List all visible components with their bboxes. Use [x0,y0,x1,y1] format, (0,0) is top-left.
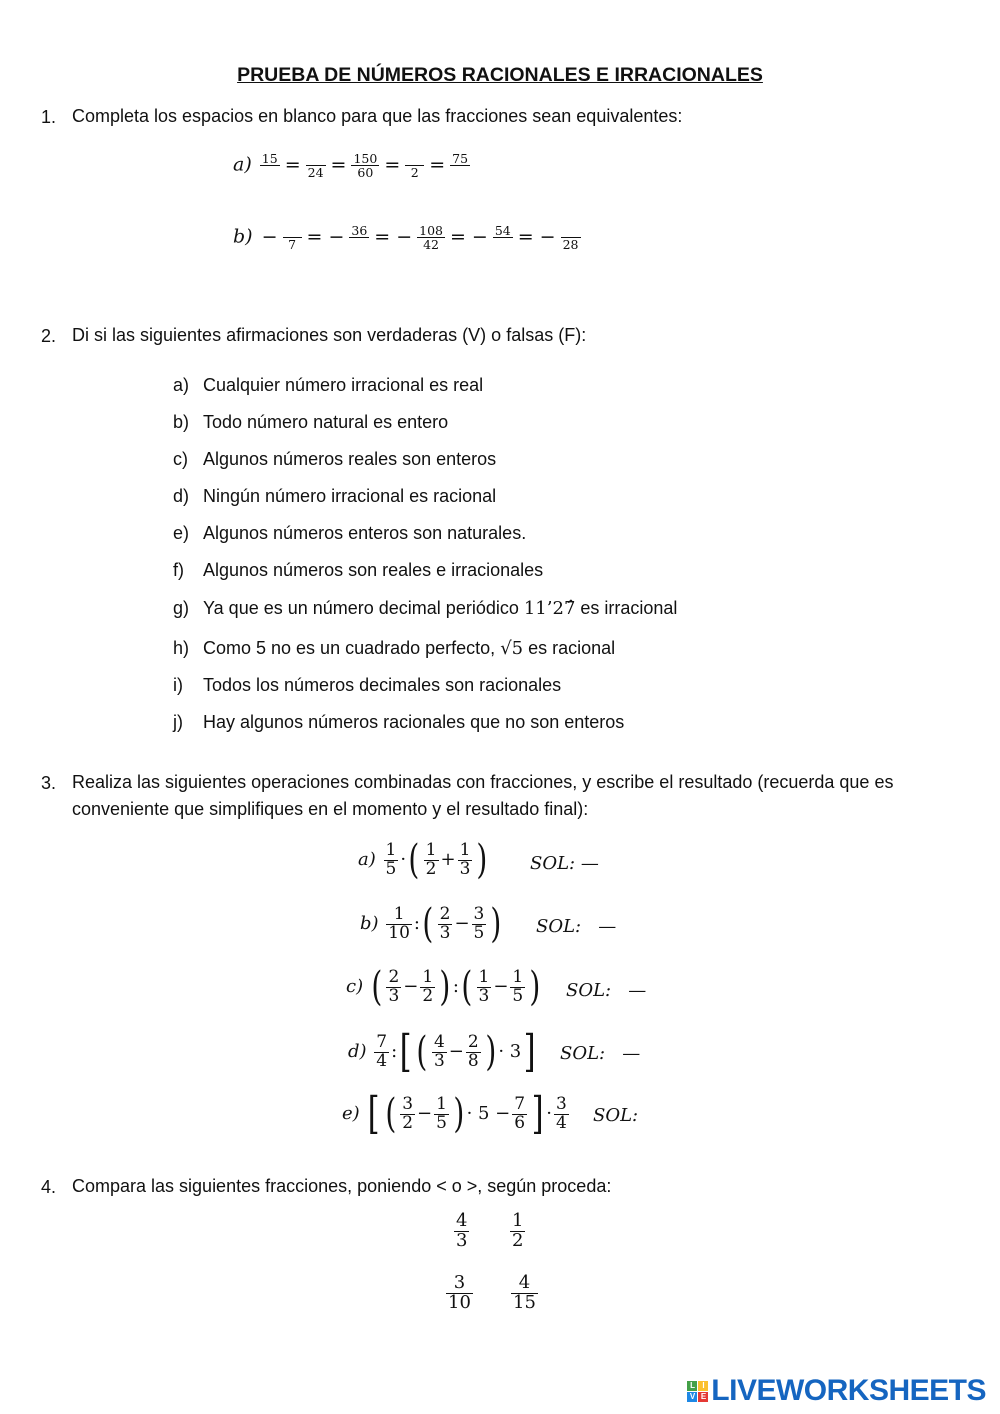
numerator: 36 [351,223,368,239]
statement-text: Algunos números son reales e irracionales [203,560,544,580]
denominator: 60 [357,165,374,181]
numerator: 54 [494,223,511,239]
statement-label: g) [173,598,190,618]
statement-text: Algunos números enteros son naturales. [203,523,527,543]
statement-text: Todo número natural es entero [203,412,449,432]
solution-label: SOL: — [566,980,647,1001]
liveworksheets-logo [687,1374,986,1408]
page-title: PRUEBA DE NÚMEROS RACIONALES E IRRACIONALES [237,64,763,86]
item-label: d) [348,1041,367,1062]
item-label: b) [233,225,253,248]
blank-numerator[interactable] [283,224,302,237]
blank-numerator[interactable] [405,152,424,165]
blank-denominator[interactable] [451,166,470,179]
statement-text: Como 5 no es un cuadrado perfecto, √5 es racional [203,638,616,659]
liveworksheets-logo-icon: L I V E [687,1381,708,1402]
solution-label: SOL: — [530,853,599,874]
operation-d: d) $\frac{7}{4}$ :[ ( $\frac{4}{3}$ − $\frac{2}{8}$ ) · 3] [348,1026,536,1077]
operation-a: a) $\frac{1}{5}$ ·( $\frac{1}{2}$ + $\frac{1}{3}$ ) [358,837,488,883]
statement-text: Algunos números reales son enteros [203,449,497,469]
blank-numerator[interactable] [561,224,580,237]
numerator: 150 [353,151,378,166]
question-3-number: 3. [41,773,57,793]
statement-text: Ya que es un número decimal periódico 11’27̂ es irracional [203,598,678,619]
statement-label: a) [173,375,190,395]
equivalence-b: b) − 7 = − 36 = − $\frac{108}{42}$ = − 54 = − 28 [233,223,579,253]
statement-label: b) [173,412,190,432]
blank-denominator[interactable] [493,238,512,251]
statement-label: f) [173,560,184,580]
blank-denominator[interactable] [260,166,279,179]
numerator: 75 [452,151,469,167]
blank-numerator[interactable] [306,152,325,165]
operation-b: b) $\frac{1}{10}$ :( $\frac{2}{3}$ − $\frac{3}{5}$ ) [360,901,502,947]
question-3-line-2: conveniente que simplifiques en el momento y el resultado final): [72,799,589,819]
question-4-text: Compara las siguientes fracciones, poniendo < o >, según proceda: [72,1176,612,1196]
compare-fraction: $\frac{4}{3}$ [456,1210,468,1251]
periodic-decimal: 11’27̂ [523,598,576,619]
numerator: 15 [261,151,278,167]
question-3-line-1: Realiza las siguientes operaciones combinadas con fracciones, y escribe el resultado (recuerda que es [72,772,894,792]
statement-label: c) [173,449,188,469]
statement-text: Cualquier número irracional es real [203,375,484,395]
statement-text: Todos los números decimales son racionales [203,675,562,695]
item-label: a) [358,849,376,870]
compare-fraction: $\frac{1}{2}$ [512,1210,524,1251]
statement-label: j) [173,712,183,732]
question-1-text: Completa los espacios en blanco para que las fracciones sean equivalentes: [72,106,683,126]
statement-label: h) [173,638,190,658]
operation-e: e) [ ( $\frac{3}{2}$ − $\frac{1}{5}$ ) · 5 − $\frac{7}{6}$ ] · $\frac{3}{4}$ [342,1088,567,1139]
item-label: e) [342,1103,360,1124]
question-4-number: 4. [41,1177,57,1197]
question-1-number: 1. [41,107,57,127]
denominator: 2 [410,165,419,181]
question-2-text: Di si las siguientes afirmaciones son verdaderas (V) o falsas (F): [72,325,587,345]
solution-label: SOL: [593,1105,639,1126]
denominator: 42 [423,237,440,253]
denominator: 7 [288,237,297,253]
numerator: 108 [419,223,443,238]
statement-label: e) [173,523,190,543]
item-label: a) [233,153,252,176]
equivalence-a: a) 15 = 24 = $\frac{150}{60}$ = 2 = 75 [233,151,469,181]
statement-text: Hay algunos números racionales que no son enteros [203,712,625,732]
item-label: b) [360,913,379,934]
denominator: 28 [562,237,579,253]
statement-label: i) [173,675,183,695]
operation-c: c) ( $\frac{2}{3}$ − $\frac{1}{2}$ ) :( $\frac{1}{3}$ − $\frac{1}{5}$ ) [346,964,541,1010]
statement-label: d) [173,486,190,506]
solution-label: SOL: — [536,916,617,937]
item-label: c) [346,976,364,997]
solution-label: SOL: — [560,1043,641,1064]
compare-fraction: $\frac{3}{10}$ [448,1272,471,1313]
statement-text: Ningún número irracional es racional [203,486,497,506]
question-2-number: 2. [41,326,57,346]
denominator: 24 [307,165,324,181]
compare-fraction: $\frac{4}{15}$ [513,1272,536,1313]
blank-denominator[interactable] [350,238,369,251]
logo-text: LIVEWORKSHEETS [711,1374,986,1407]
square-root: √5 [500,638,524,659]
